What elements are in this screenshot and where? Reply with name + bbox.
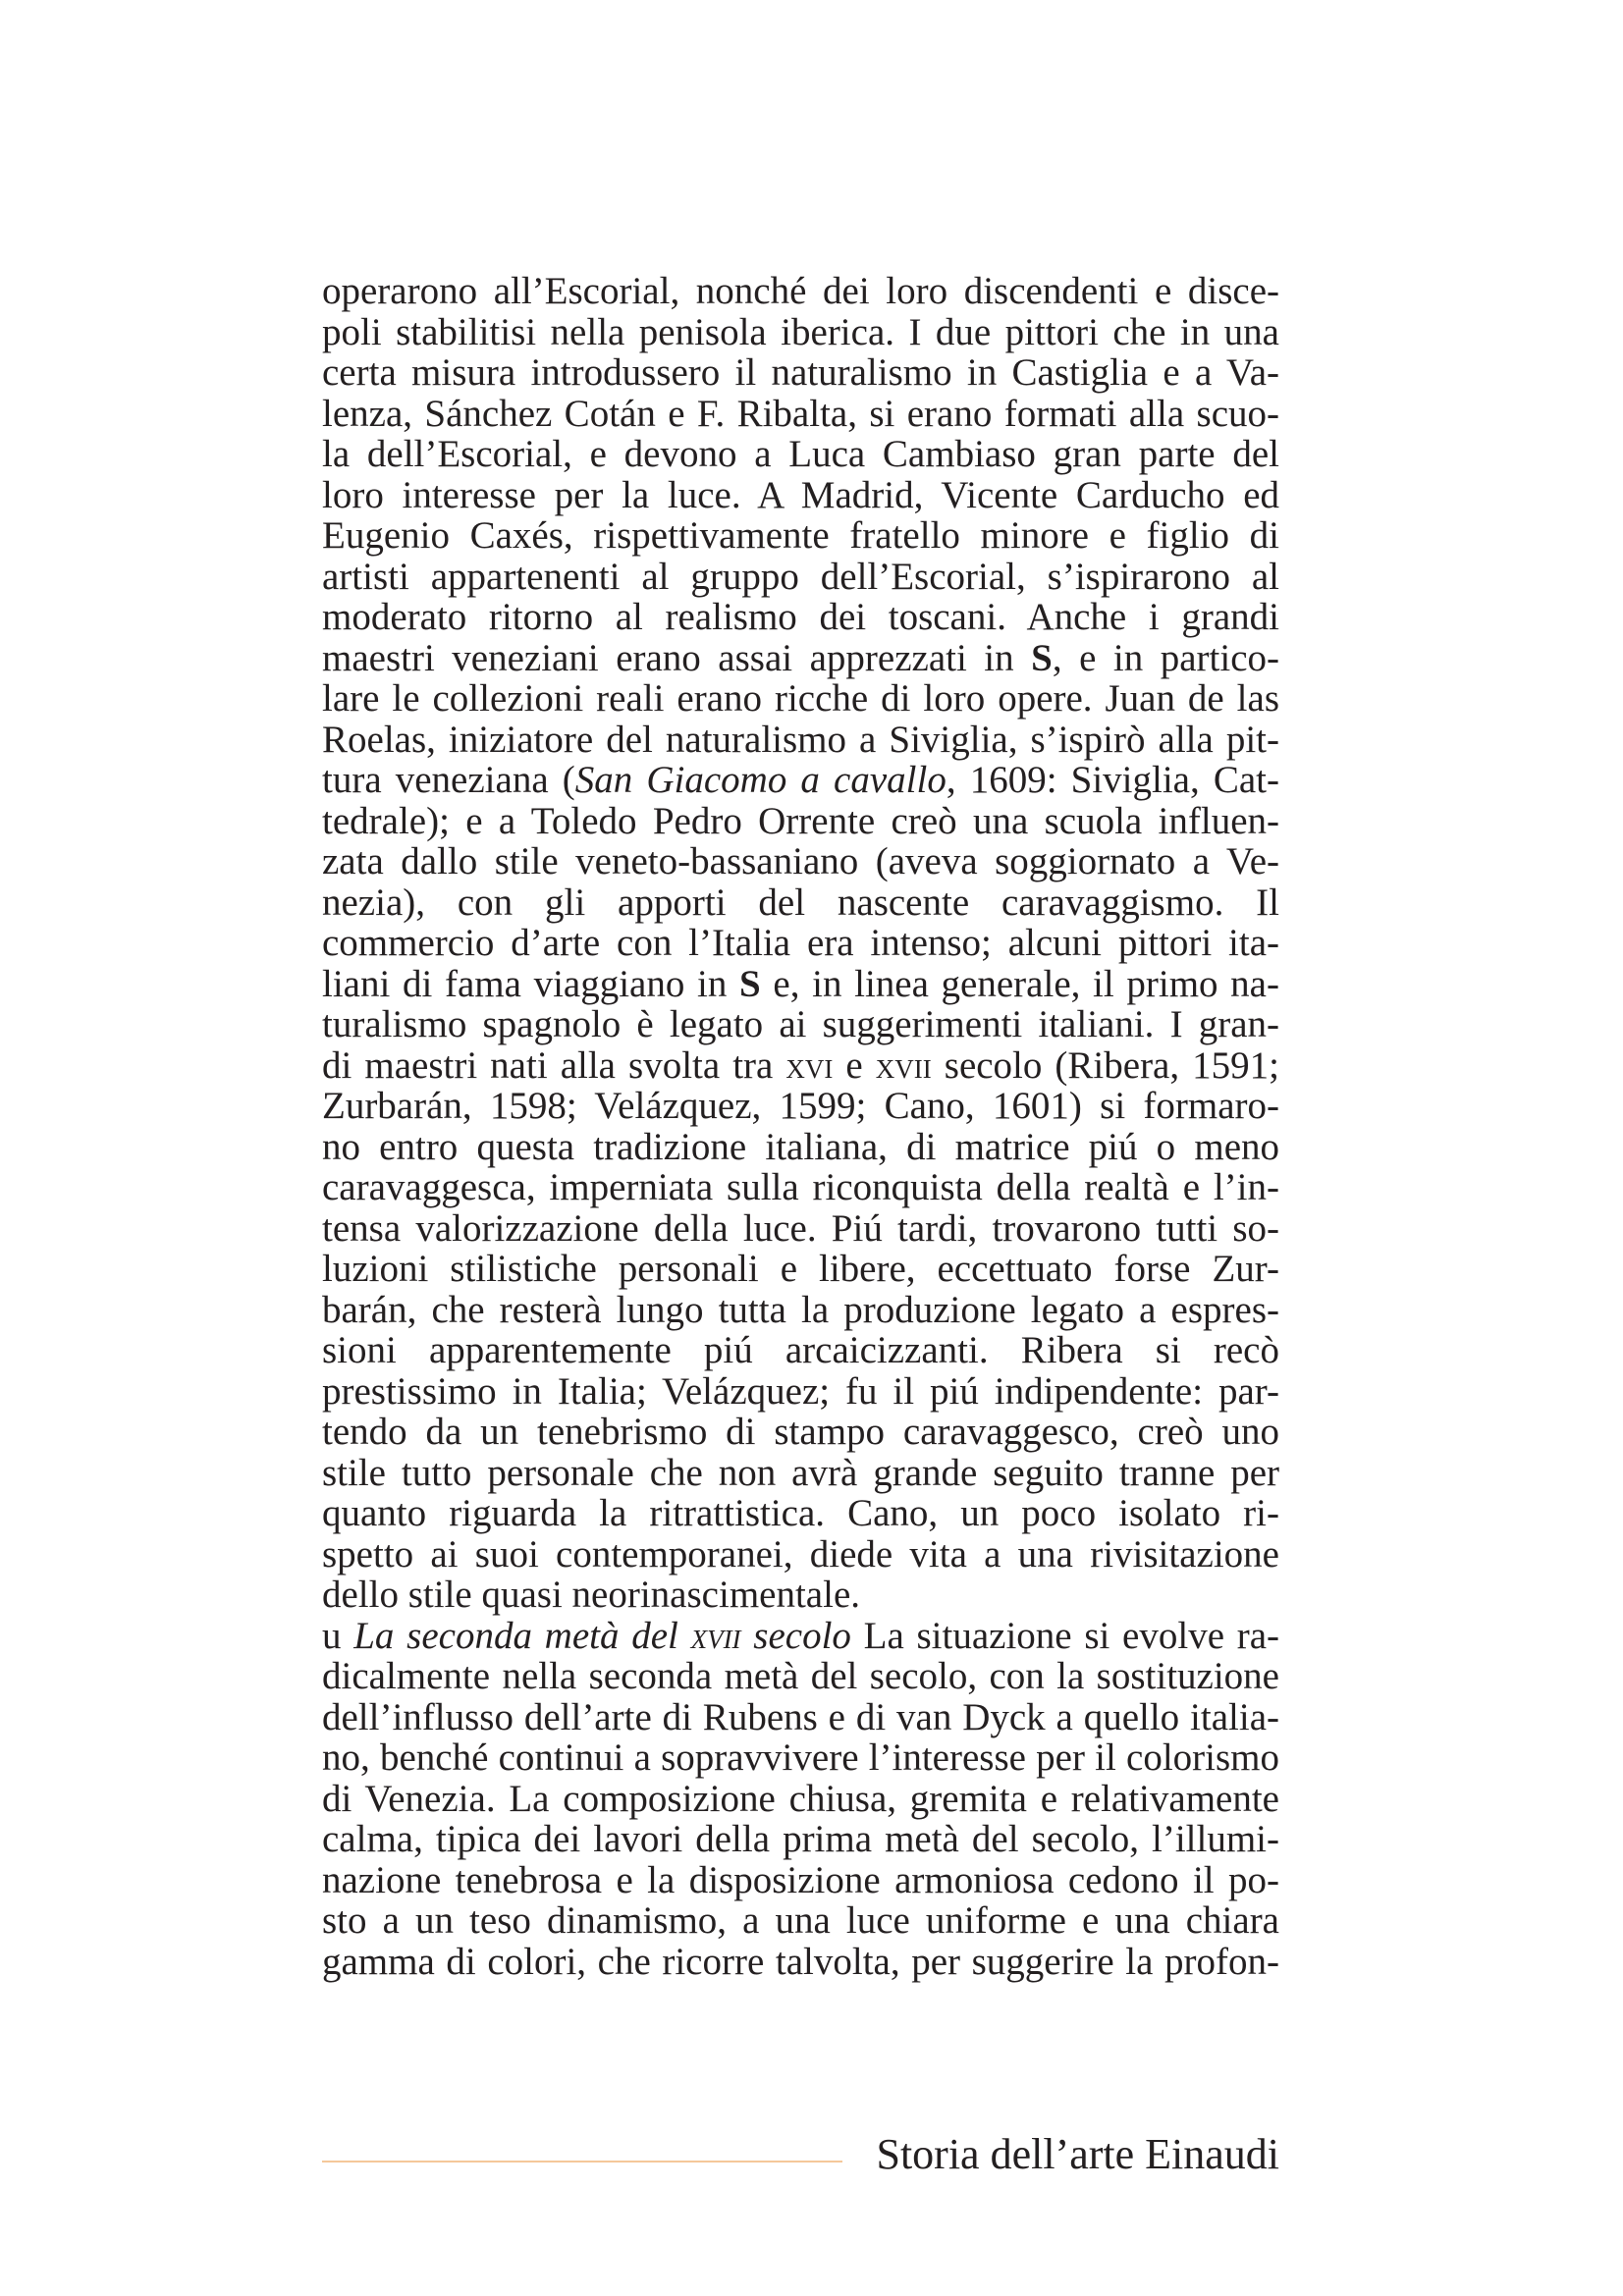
text-segment: turalismo spagnolo è legato ai suggerimenti italiani. I gran- — [322, 1003, 1279, 1045]
text-line — [322, 1167, 1279, 1208]
text-line — [322, 271, 1279, 312]
text-line — [322, 1493, 1279, 1534]
text-segment: Zurbarán, 1598; Velázquez, 1599; Cano, 1601) si formaro- — [322, 1085, 1279, 1127]
text-segment: operarono all’Escorial, nonché dei loro discendenti e disce- — [322, 270, 1279, 312]
text-segment: e — [833, 1043, 876, 1087]
text-line — [322, 1616, 1279, 1657]
text-line — [322, 1290, 1279, 1331]
text-segment: dello stile quasi neorinascimentale. — [322, 1574, 860, 1616]
text-line — [322, 1249, 1279, 1290]
text-segment: tura veneziana ( — [322, 759, 575, 801]
text-line — [322, 720, 1279, 761]
text-segment: dell’influsso dell’arte di Rubens e di van Dyck a quello italia- — [322, 1695, 1279, 1738]
text-segment: spetto ai suoi contemporanei, diede vita a una rivisitazione — [322, 1532, 1279, 1575]
text-line — [322, 801, 1279, 842]
text-segment: loro interesse per la luce. A Madrid, Vicente Carducho ed — [322, 473, 1279, 516]
text-segment: , 1609: Siviglia, Cat- — [946, 759, 1280, 801]
text-segment: di Venezia. La composizione chiusa, gremita e relativamente — [322, 1777, 1279, 1820]
text-segment: poli stabilitisi nella penisola iberica. I due pittori che in una — [322, 310, 1279, 353]
text-segment: La situazione si evolve ra- — [850, 1614, 1280, 1657]
text-segment: nazione tenebrosa e la disposizione armoniosa cedono il po- — [322, 1858, 1279, 1901]
text-line — [322, 1412, 1279, 1453]
text-segment: commercio d’arte con l’Italia era intenso; alcuni pittori ita- — [322, 922, 1279, 964]
text-line — [322, 475, 1279, 516]
text-line — [322, 1045, 1279, 1087]
text-segment: lare le collezioni reali erano ricche di loro opere. Juan de las — [322, 677, 1279, 720]
text-segment: quanto riguarda la ritrattistica. Cano, un poco isolato ri- — [322, 1492, 1279, 1534]
text-line — [322, 1656, 1279, 1697]
text-line — [322, 1942, 1279, 1983]
text-line — [322, 841, 1279, 882]
text-line — [322, 515, 1279, 557]
text-segment: barán, che resterà lungo tutta la produzione legato a espres- — [322, 1288, 1279, 1331]
text-line — [322, 394, 1279, 435]
text-segment: prestissimo in Italia; Velázquez; fu il piú indipendente: par- — [322, 1369, 1279, 1413]
text-segment: tendo da un tenebrismo di stampo caravaggesco, creò uno — [322, 1411, 1279, 1453]
text-line — [322, 964, 1279, 1005]
footer-rule — [322, 2161, 842, 2163]
text-segment: zata dallo stile veneto-bassaniano (aveva soggiornato a Ve- — [322, 840, 1279, 882]
text-line — [322, 1004, 1279, 1045]
text-segment: S — [1031, 636, 1053, 679]
text-segment: e, in linea generale, il primo na- — [760, 962, 1279, 1005]
body-text — [322, 271, 1279, 1982]
text-line — [322, 1086, 1279, 1127]
text-segment: xvi — [785, 1043, 834, 1087]
text-segment: gamma di colori, che ricorre talvolta, per suggerire la profon- — [322, 1940, 1279, 1983]
text-line — [322, 1453, 1279, 1494]
text-segment: secolo (Ribera, 1591; — [931, 1043, 1279, 1087]
text-segment: xvii — [875, 1043, 932, 1087]
text-segment: liani di fama viaggiano in — [322, 962, 740, 1005]
text-segment: S — [739, 962, 761, 1005]
text-line — [322, 1697, 1279, 1738]
text-segment: certa misura introdussero il naturalismo in Castiglia e a Va- — [322, 351, 1279, 394]
text-segment: stile tutto personale che non avrà grande seguito tranne per — [322, 1451, 1279, 1494]
text-segment: nezia), con gli apporti del nascente caravaggismo. Il — [322, 881, 1279, 924]
text-segment: sioni apparentemente piú arcaicizzanti. Ribera si recò — [322, 1329, 1279, 1371]
text-segment: di maestri nati alla svolta tra — [322, 1043, 786, 1087]
text-line — [322, 352, 1279, 394]
text-line — [322, 678, 1279, 720]
text-segment: dicalmente nella seconda metà del secolo, con la sostituzione — [322, 1655, 1279, 1697]
text-line — [322, 923, 1279, 964]
text-line — [322, 638, 1279, 679]
text-line — [322, 1127, 1279, 1168]
footer-title: Storia dell’arte Einaudi — [876, 2130, 1279, 2178]
text-segment: sto a un teso dinamismo, a una luce uniforme e una chiara — [322, 1899, 1279, 1942]
text-segment: , e in partico- — [1052, 636, 1279, 679]
text-line — [322, 1779, 1279, 1820]
text-line — [322, 1371, 1279, 1413]
text-line — [322, 312, 1279, 353]
text-segment: tensa valorizzazione della luce. Piú tardi, trovarono tutti so- — [322, 1206, 1279, 1250]
text-segment: xvii — [690, 1614, 741, 1657]
text-segment: Eugenio Caxés, rispettivamente fratello minore e figlio di — [322, 514, 1279, 557]
text-segment: u — [322, 1614, 354, 1657]
text-line — [322, 434, 1279, 475]
text-segment: San Giacomo a cavallo — [574, 759, 947, 801]
text-line — [322, 1900, 1279, 1942]
text-line — [322, 1575, 1279, 1616]
text-line — [322, 760, 1279, 801]
text-segment: La seconda metà del — [353, 1614, 691, 1657]
text-segment: no, benché continui a sopravvivere l’interesse per il colorismo — [322, 1736, 1279, 1779]
text-segment: caravaggesca, imperniata sulla riconquista della realtà e l’in- — [322, 1166, 1279, 1208]
text-segment: la dell’Escorial, e devono a Luca Cambiaso gran parte del — [322, 433, 1279, 475]
text-line — [322, 1737, 1279, 1779]
text-line — [322, 1208, 1279, 1250]
text-line — [322, 1819, 1279, 1860]
text-line — [322, 1330, 1279, 1371]
text-line — [322, 557, 1279, 598]
text-line — [322, 882, 1279, 924]
text-line — [322, 597, 1279, 638]
text-segment: calma, tipica dei lavori della prima metà del secolo, l’illumi- — [322, 1818, 1279, 1860]
text-segment: maestri veneziani erano assai apprezzati in — [322, 636, 1032, 679]
text-segment: artisti appartenenti al gruppo dell’Escorial, s’ispirarono al — [322, 555, 1279, 598]
text-segment: tedrale); e a Toledo Pedro Orrente creò una scuola influen- — [322, 799, 1279, 842]
text-segment: secolo — [740, 1614, 851, 1657]
text-segment: moderato ritorno al realismo dei toscani. Anche i grandi — [322, 596, 1279, 638]
text-line — [322, 1534, 1279, 1575]
text-line — [322, 1860, 1279, 1901]
text-segment: no entro questa tradizione italiana, di matrice piú o meno — [322, 1125, 1279, 1168]
text-segment: luzioni stilistiche personali e libere, eccettuato forse Zur- — [322, 1248, 1279, 1290]
text-segment: lenza, Sánchez Cotán e F. Ribalta, si erano formati alla scuo- — [322, 392, 1279, 435]
text-segment: Roelas, iniziatore del naturalismo a Siviglia, s’ispirò alla pit- — [322, 718, 1279, 761]
